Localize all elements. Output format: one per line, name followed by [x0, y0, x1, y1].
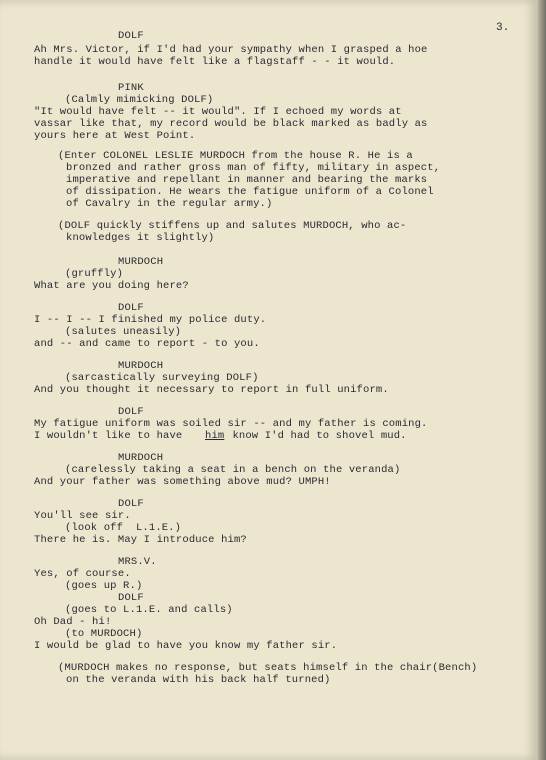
script-line: My fatigue uniform was soiled sir -- and my father is coming.	[34, 418, 428, 430]
script-line: And your father was something above mud? UMPH!	[34, 476, 331, 488]
script-line: yours here at West Point.	[34, 130, 196, 142]
script-line: know I'd had to shovel mud.	[226, 430, 407, 442]
page-number: 3.	[496, 22, 510, 34]
script-line: Yes, of course.	[34, 568, 131, 580]
script-line: of Cavalry in the regular army.)	[66, 198, 273, 210]
script-line: (goes to L.1.E. and calls)	[65, 604, 233, 616]
script-line: (DOLF quickly stiffens up and salutes MURDOCH, who ac-	[58, 220, 407, 232]
script-line: I would be glad to have you know my father sir.	[34, 640, 338, 652]
script-line: Oh Dad - hi!	[34, 616, 112, 628]
script-line: bronzed and rather gross man of fifty, military in aspect,	[66, 162, 441, 174]
script-line: (to MURDOCH)	[65, 628, 143, 640]
script-line: (Enter COLONEL LESLIE MURDOCH from the house R. He is a	[58, 150, 413, 162]
script-line: (MURDOCH makes no response, but seats himself in the chair(Bench)	[58, 662, 478, 674]
script-line: PINK	[118, 82, 144, 94]
script-line: (look off L.1.E.)	[65, 522, 182, 534]
script-line: There he is. May I introduce him?	[34, 534, 247, 546]
script-line: (carelessly taking a seat in a bench on the veranda)	[65, 464, 401, 476]
script-line: MRS.V.	[118, 556, 157, 568]
script-line: (sarcastically surveying DOLF)	[65, 372, 259, 384]
script-line: And you thought it necessary to report in full uniform.	[34, 384, 389, 396]
script-line: MURDOCH	[118, 256, 164, 268]
script-line: DOLF	[118, 406, 144, 418]
script-line: "It would have felt -- it would". If I echoed my words at	[34, 106, 402, 118]
script-line: DOLF	[118, 498, 144, 510]
script-line: (goes up R.)	[65, 580, 143, 592]
script-line: (Calmly mimicking DOLF)	[65, 94, 214, 106]
script-line: on the veranda with his back half turned)	[66, 674, 331, 686]
script-line: him	[205, 430, 225, 442]
script-line: imperative and repellant in manner and bearing the marks	[66, 174, 428, 186]
script-line: knowledges it slightly)	[66, 232, 215, 244]
script-line: handle it would have felt like a flagstaff - - it would.	[34, 56, 396, 68]
script-line: and -- and came to report - to you.	[34, 338, 260, 350]
script-line: You'll see sir.	[34, 510, 131, 522]
page-edge	[538, 0, 546, 760]
script-line: DOLF	[118, 302, 144, 314]
script-line: I -- I -- I finished my police duty.	[34, 314, 267, 326]
script-line: MURDOCH	[118, 360, 164, 372]
script-line: What are you doing here?	[34, 280, 189, 292]
script-line: vassar like that, my record would be black marked as badly as	[34, 118, 428, 130]
script-line: DOLF	[118, 30, 144, 42]
script-line: Ah Mrs. Victor, if I'd had your sympathy when I grasped a hoe	[34, 44, 428, 56]
script-line: DOLF	[118, 592, 144, 604]
script-line: I wouldn't like to have	[34, 430, 189, 442]
script-line: of dissipation. He wears the fatigue uniform of a Colonel	[66, 186, 434, 198]
script-line: MURDOCH	[118, 452, 164, 464]
script-line: (gruffly)	[65, 268, 124, 280]
script-line: (salutes uneasily)	[65, 326, 182, 338]
